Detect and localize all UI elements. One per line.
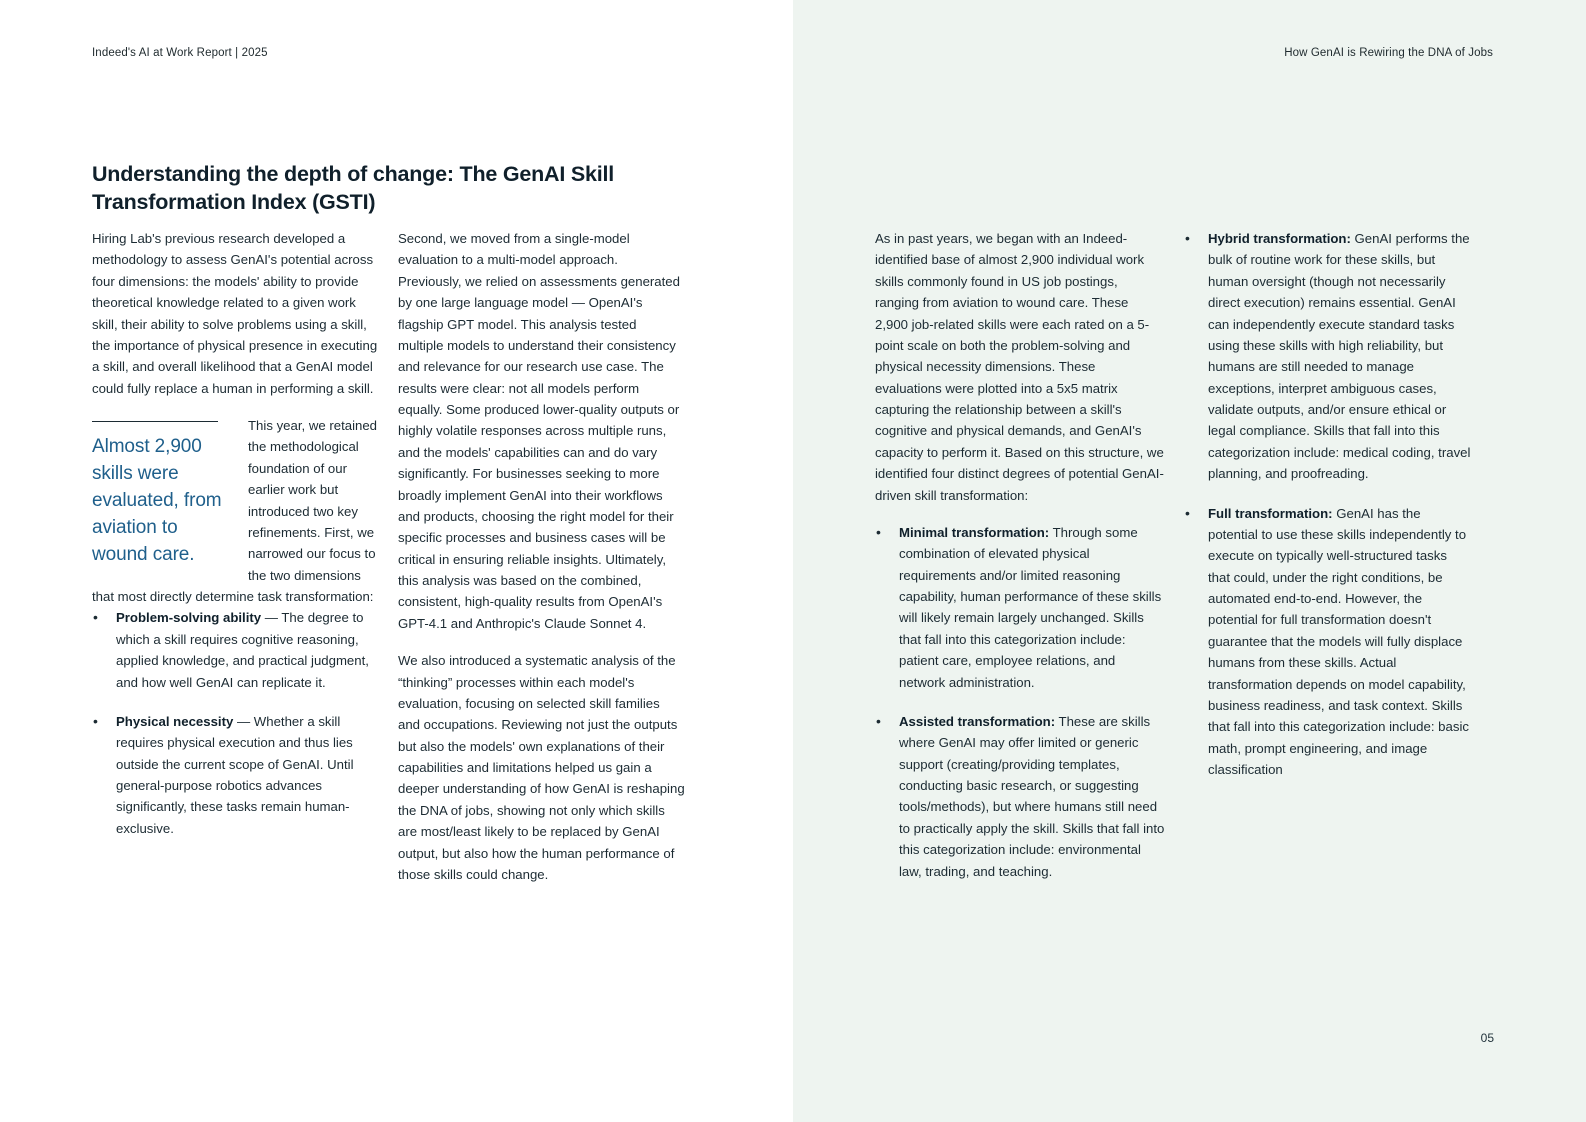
list-item-text: Through some combination of elevated physical requirements and/or limited reasoning capability, human performance of these skills will likely remain largely unchanged. Skills that fall into this categorization include: patient care, employee relations, and network administration.	[899, 524, 1162, 690]
list-item	[1184, 228, 1472, 485]
list-item	[875, 711, 1165, 882]
list-item-lead: Physical necessity	[116, 713, 234, 729]
page-number: 05	[1480, 1031, 1494, 1045]
list-item	[92, 711, 384, 839]
list-item-lead: Hybrid transformation:	[1208, 231, 1351, 246]
list-item-lead: Problem-solving ability	[116, 610, 262, 626]
running-head-right: How GenAI is Rewiring the DNA of Jobs	[1284, 47, 1493, 59]
running-head-left: Indeed's AI at Work Report | 2025	[92, 47, 268, 59]
page-title: Understanding the depth of change: The GenAI Skill Transformation Index (GSTI)	[92, 162, 615, 215]
pullquote-wrap	[92, 421, 234, 569]
left-column-1	[92, 228, 384, 839]
paragraph: Hiring Lab's previous research developed a methodology to assess GenAI's potential across four dimensions: the models' ability to provide theoretical knowledge related to a given work skill, their ability to solve problems using a skill, the importance of physical presence in executing a skill, and overall likelihood that a GenAI model could fully replace a human in performing a skill.	[92, 231, 378, 396]
paragraph: Second, we moved from a single-model evaluation to a multi-model approach. Previously, we relied on assessments generated by one large language model — OpenAI's flagship GPT model. This analysis tested multiple models to understand their consistency and relevance for our research use case. The results were clear: not all models perform equally. Some produced lower-quality outputs or highly volatile responses across multiple runs, and the models' capabilities can and do vary significantly. For businesses seeking to more broadly implement GenAI into their workflows and products, choosing the right model for their specific processes and business cases will be critical in ensuring reliable insights. Ultimately, this analysis was based on the combined, consistent, high-quality results from OpenAI's GPT-4.1 and Anthropic's Claude Sonnet 4.	[398, 231, 680, 631]
page-right	[793, 0, 1586, 1122]
right-bullet-list-1	[875, 522, 1165, 882]
paragraph: We also introduced a systematic analysis of the “thinking” processes within each model's evaluation, focusing on selected skill families and occupations. Reviewing not just the outputs but also the models' own explanations of their capabilities and limitations helped us gain a deeper understanding of how GenAI is reshaping the DNA of jobs, showing not only which skills are most/least likely to be replaced by GenAI output, but also how the human performance of those skills could change.	[398, 653, 685, 882]
list-item	[1184, 503, 1472, 781]
paragraph: As in past years, we began with an Indeed-identified base of almost 2,900 individual work skills commonly found in US job postings, ranging from aviation to wound care. These 2,900 job-related skills were each rated on a 5-point scale on both the problem-solving and physical necessity dimensions. These evaluations were plotted into a 5x5 matrix capturing the relationship between a skill's cognitive and physical demands, and GenAI's capacity to perform it. Based on this structure, we identified four distinct degrees of potential GenAI-driven skill transformation:	[875, 231, 1164, 503]
list-item-lead: Minimal transformation:	[899, 524, 1050, 540]
pullquote-text: Almost 2,900 skills were evaluated, from aviation to wound care.	[92, 436, 222, 565]
left-bullet-list	[92, 607, 384, 839]
list-item-text: — The degree to which a skill requires cognitive reasoning, applied knowledge, and practical judgment, and how well GenAI can replicate it.	[116, 610, 369, 690]
left-column-2	[398, 228, 685, 885]
list-item-text: These are skills where GenAI may offer limited or generic support (creating/providing templates, conducting basic research, or suggesting tools/methods), but where humans still need to practically apply the skill. Skills that fall into this categorization include: environmental law, trading, and teaching.	[899, 713, 1165, 879]
list-item-lead: Assisted transformation:	[899, 713, 1056, 729]
paragraph: This year, we retained the methodological foundation of our earlier work but introduced two key refinements. First, we narrowed our focus to the two dimensions that most directly determine task transformation:	[92, 418, 378, 604]
list-item	[92, 607, 384, 693]
right-bullet-list-2	[1184, 228, 1472, 780]
right-column-2	[1184, 228, 1472, 780]
list-item	[875, 522, 1165, 693]
pullquote-divider	[92, 421, 218, 422]
right-column-1	[875, 228, 1165, 882]
list-item-text: GenAI has the potential to use these skills independently to execute on typically well-structured tasks that could, under the right conditions, be automated end-to-end. However, the potential for full transformation doesn't guarantee that the models will fully displace humans from these skills. Actual transformation depends on model capability, business readiness, and task context. Skills that fall into this categorization include: basic math, prompt engineering, and image classification	[1208, 505, 1469, 777]
list-item-text: — Whether a skill requires physical execution and thus lies outside the current scope of GenAI. Until general-purpose robotics advances significantly, these tasks remain human-exclusive.	[116, 713, 354, 836]
list-item-lead: Full transformation:	[1208, 505, 1333, 521]
list-item-text: GenAI performs the bulk of routine work for these skills, but human oversight (though not necessarily direct execution) remains essential. GenAI can independently execute standard tasks using these skills with high reliability, but humans are still needed to manage exceptions, interpret ambiguous cases, validate outputs, and/or ensure ethical or legal compliance. Skills that fall into this categorization include: medical coding, travel planning, and proofreading.	[1208, 231, 1471, 482]
pullquote-block	[92, 415, 384, 607]
